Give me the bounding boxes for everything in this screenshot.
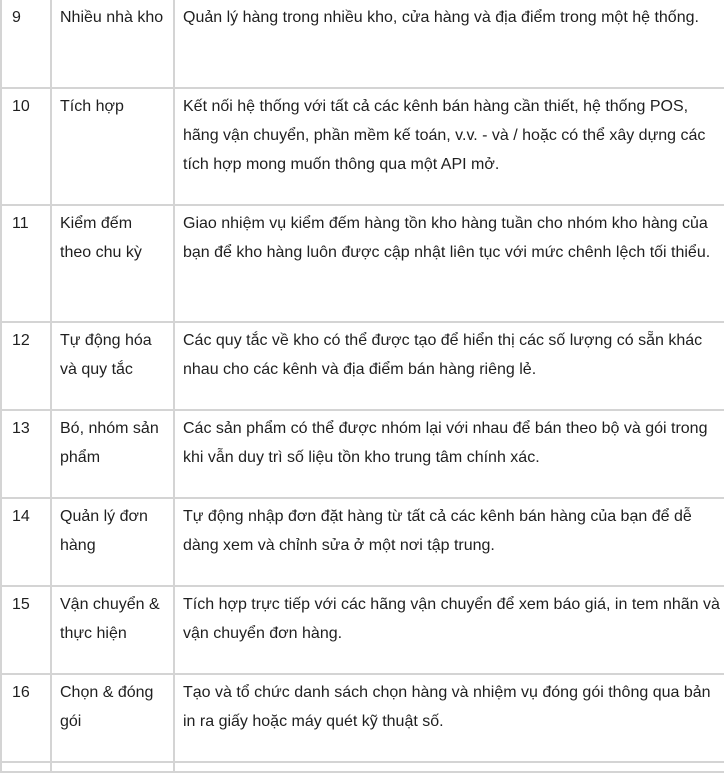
row-number: 14 xyxy=(1,498,51,586)
row-number: 12 xyxy=(1,322,51,410)
row-number: 10 xyxy=(1,88,51,205)
table-row xyxy=(1,674,724,762)
feature-name xyxy=(51,762,174,772)
feature-description: Giao nhiệm vụ kiểm đếm hàng tồn kho hàng tuần cho nhóm kho hàng của bạn để kho hàng luôn được cập nhật liên tục với mức chênh lệch tối thiểu. xyxy=(174,205,724,322)
feature-name: Nhiều nhà kho xyxy=(51,0,174,88)
feature-description: Tự động nhập đơn đặt hàng từ tất cả các kênh bán hàng của bạn để dễ dàng xem và chỉnh sửa ở một nơi tập trung. xyxy=(174,498,724,586)
feature-name: Kiểm đếm theo chu kỳ xyxy=(51,205,174,322)
feature-description: Quản lý hàng trong nhiều kho, cửa hàng và địa điểm trong một hệ thống. xyxy=(174,0,724,88)
row-number: 16 xyxy=(1,674,51,762)
feature-description: Các quy tắc về kho có thể được tạo để hiển thị các số lượng có sẵn khác nhau cho các kênh và địa điểm bán hàng riêng lẻ. xyxy=(174,322,724,410)
table-row xyxy=(1,586,724,674)
row-number: 15 xyxy=(1,586,51,674)
table-row xyxy=(1,322,724,410)
feature-name: Vận chuyển & thực hiện xyxy=(51,586,174,674)
table-row xyxy=(1,0,724,88)
feature-name: Quản lý đơn hàng xyxy=(51,498,174,586)
row-number: 13 xyxy=(1,410,51,498)
row-number: 11 xyxy=(1,205,51,322)
feature-name: Tự động hóa và quy tắc xyxy=(51,322,174,410)
table-row xyxy=(1,205,724,322)
row-number: 9 xyxy=(1,0,51,88)
feature-name: Chọn & đóng gói xyxy=(51,674,174,762)
feature-description: Các sản phẩm có thể được nhóm lại với nhau để bán theo bộ và gói trong khi vẫn duy trì số liệu tồn kho trung tâm chính xác. xyxy=(174,410,724,498)
feature-description: Tích hợp trực tiếp với các hãng vận chuyển để xem báo giá, in tem nhãn và vận chuyển đơn hàng. xyxy=(174,586,724,674)
feature-name: Tích hợp xyxy=(51,88,174,205)
table-row-partial xyxy=(1,762,724,772)
table-row xyxy=(1,498,724,586)
feature-description: Kết nối hệ thống với tất cả các kênh bán hàng cần thiết, hệ thống POS, hãng vận chuyển, phần mềm kế toán, v.v. - và / hoặc có thể xây dựng các tích hợp mong muốn thông qua một API mở. xyxy=(174,88,724,205)
feature-description xyxy=(174,762,724,772)
table-row xyxy=(1,88,724,205)
feature-name: Bó, nhóm sản phẩm xyxy=(51,410,174,498)
feature-description: Tạo và tổ chức danh sách chọn hàng và nhiệm vụ đóng gói thông qua bản in ra giấy hoặc máy quét kỹ thuật số. xyxy=(174,674,724,762)
row-number xyxy=(1,762,51,772)
table-row xyxy=(1,410,724,498)
